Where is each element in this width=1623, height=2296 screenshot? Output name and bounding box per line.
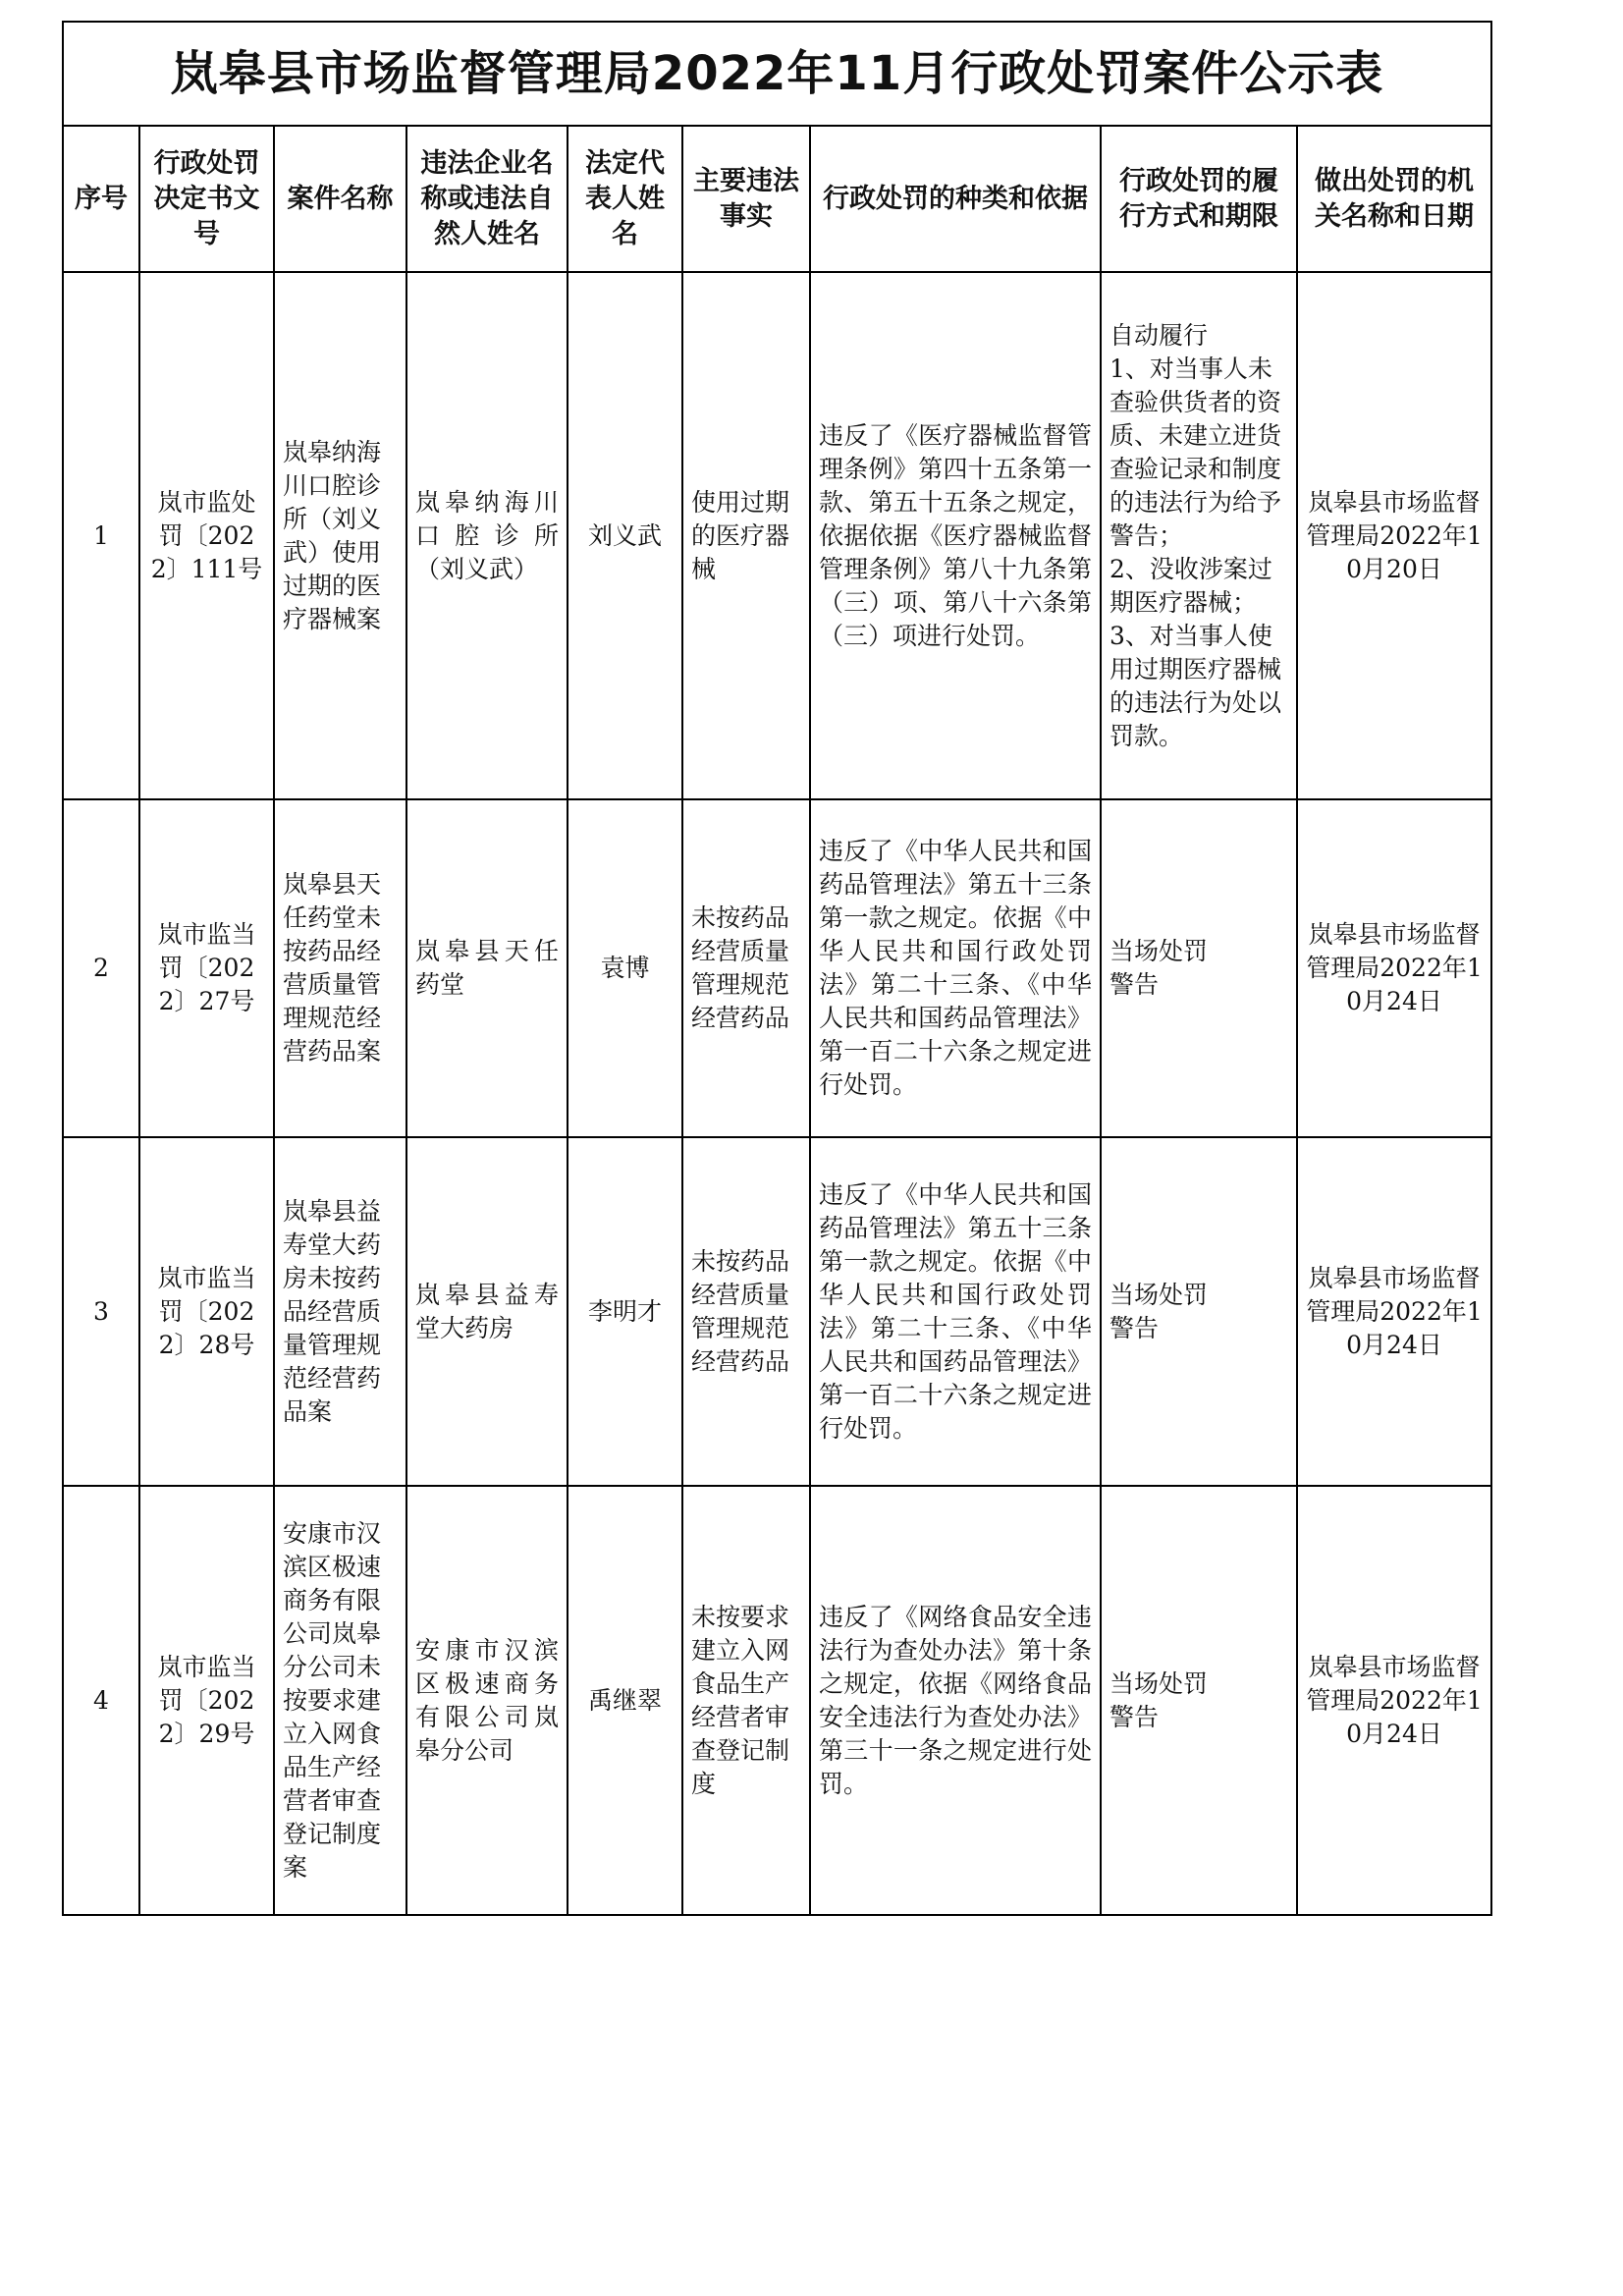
cell-penalty-type-basis: 违反了《中华人民共和国药品管理法》第五十三条第一款之规定。依据《中华人民共和国行政处罚法》第二十三条、《中华人民共和国药品管理法》第一百二十六条之规定进行处罚。 [810,1137,1101,1486]
cell-decision-number: 岚市监处罚〔2022〕111号 [139,272,274,799]
cell-violator-name: 岚皋纳海川口腔诊所（刘义武） [406,272,568,799]
cell-decision-number: 岚市监当罚〔2022〕27号 [139,799,274,1137]
cell-penalty-type-basis: 违反了《网络食品安全违法行为查处办法》第十条之规定，依据《网络食品安全违法行为查处办法》第三十一条之规定进行处罚。 [810,1486,1101,1915]
cell-decision-number: 岚市监当罚〔2022〕29号 [139,1486,274,1915]
cell-legal-representative: 刘义武 [568,272,682,799]
table-row [63,272,1491,799]
cell-violation-facts: 未按药品经营质量管理规范经营药品 [682,1137,810,1486]
header-authority-date: 做出处罚的机关名称和日期 [1297,126,1491,272]
cell-execution-method: 当场处罚 警告 [1101,1486,1297,1915]
cell-case-name: 岚皋县天任药堂未按药品经营质量管理规范经营药品案 [274,799,406,1137]
header-penalty-type-basis: 行政处罚的种类和依据 [810,126,1101,272]
title-row [63,22,1491,126]
header-case-name: 案件名称 [274,126,406,272]
cell-penalty-type-basis: 违反了《中华人民共和国药品管理法》第五十三条第一款之规定。依据《中华人民共和国行政处罚法》第二十三条、《中华人民共和国药品管理法》第一百二十六条之规定进行处罚。 [810,799,1101,1137]
header-legal-representative: 法定代表人姓名 [568,126,682,272]
cell-execution-method: 自动履行 1、对当事人未查验供货者的资质、未建立进货查验记录和制度的违法行为给予警告； 2、没收涉案过期医疗器械； 3、对当事人使用过期医疗器械的违法行为处以罚款。 [1101,272,1297,799]
header-index: 序号 [63,126,139,272]
cell-violator-name: 岚皋县益寿堂大药房 [406,1137,568,1486]
cell-case-name: 岚皋县益寿堂大药房未按药品经营质量管理规范经营药品案 [274,1137,406,1486]
cell-legal-representative: 袁博 [568,799,682,1137]
cell-execution-method: 当场处罚 警告 [1101,1137,1297,1486]
cell-case-name: 岚皋纳海川口腔诊所（刘义武）使用过期的医疗器械案 [274,272,406,799]
cell-decision-number: 岚市监当罚〔2022〕28号 [139,1137,274,1486]
cell-violator-name: 岚皋县天任药堂 [406,799,568,1137]
header-execution-method: 行政处罚的履行方式和期限 [1101,126,1297,272]
cell-violation-facts: 使用过期的医疗器械 [682,272,810,799]
cell-index: 4 [63,1486,139,1915]
cell-authority-date: 岚皋县市场监督管理局2022年10月24日 [1297,1137,1491,1486]
cell-index: 3 [63,1137,139,1486]
cell-execution-method: 当场处罚 警告 [1101,799,1297,1137]
cell-legal-representative: 李明才 [568,1137,682,1486]
cell-authority-date: 岚皋县市场监督管理局2022年10月20日 [1297,272,1491,799]
header-decision-number: 行政处罚决定书文号 [139,126,274,272]
cell-violation-facts: 未按药品经营质量管理规范经营药品 [682,799,810,1137]
cell-authority-date: 岚皋县市场监督管理局2022年10月24日 [1297,1486,1491,1915]
table-row [63,799,1491,1137]
cell-authority-date: 岚皋县市场监督管理局2022年10月24日 [1297,799,1491,1137]
cell-index: 2 [63,799,139,1137]
cell-penalty-type-basis: 违反了《医疗器械监督管理条例》第四十五条第一款、第五十五条之规定，依据依据《医疗器械监督管理条例》第八十九条第（三）项、第八十六条第（三）项进行处罚。 [810,272,1101,799]
header-row [63,126,1491,272]
header-violator-name: 违法企业名称或违法自然人姓名 [406,126,568,272]
cell-violation-facts: 未按要求建立入网食品生产经营者审查登记制度 [682,1486,810,1915]
cell-violator-name: 安康市汉滨区极速商务有限公司岚皋分公司 [406,1486,568,1915]
header-violation-facts: 主要违法事实 [682,126,810,272]
cell-index: 1 [63,272,139,799]
table-body [63,272,1491,1915]
table-row [63,1486,1491,1915]
table-row [63,1137,1491,1486]
penalty-table [62,21,1492,1916]
cell-legal-representative: 禹继翠 [568,1486,682,1915]
page-title: 岚皋县市场监督管理局2022年11月行政处罚案件公示表 [63,22,1491,126]
cell-case-name: 安康市汉滨区极速商务有限公司岚皋分公司未按要求建立入网食品生产经营者审查登记制度案 [274,1486,406,1915]
